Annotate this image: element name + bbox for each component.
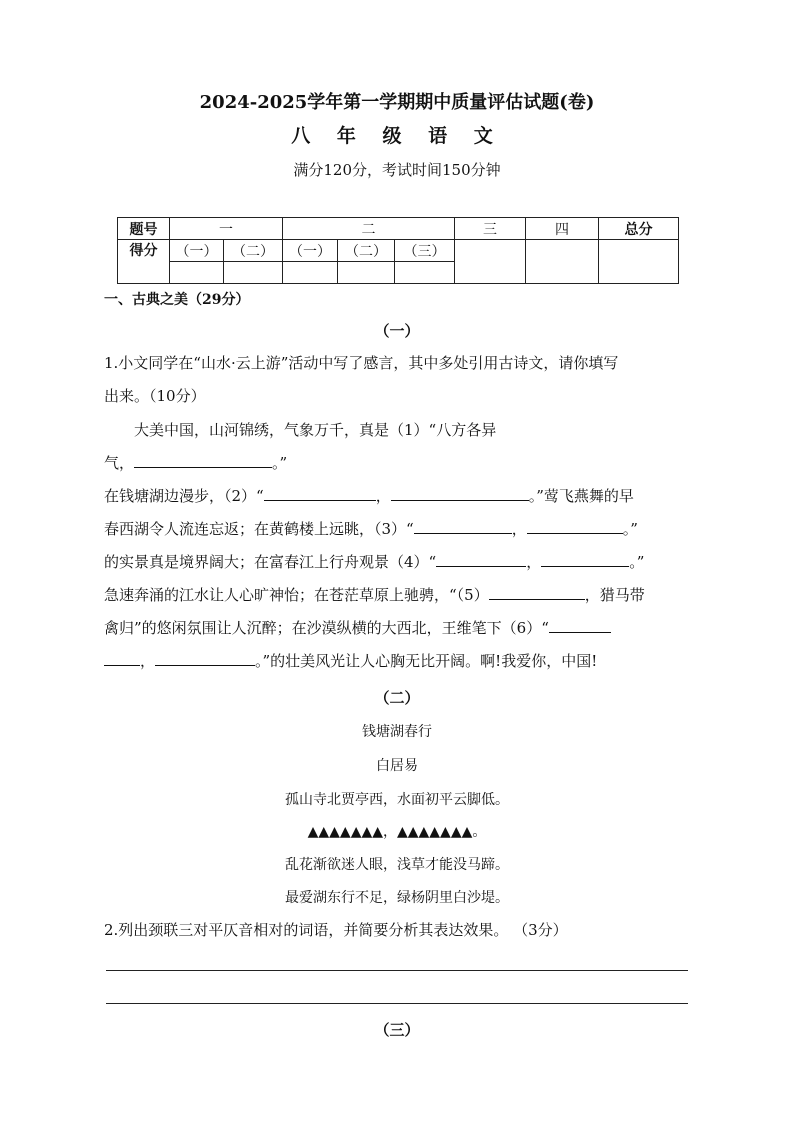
exam-title: 2024-2025学年第一学期期中质量评估试题(卷) — [199, 92, 595, 113]
poem-title: 钱塘湖春行 — [362, 724, 432, 740]
passage-text: 急速奔涌的江水让人心旷神怡；在苍茫草原上驰骋，“（5） — [104, 586, 489, 604]
poem-line-2: ▲▲▲▲▲▲▲，▲▲▲▲▲▲▲。 — [307, 824, 487, 840]
passage-text: ， — [511, 520, 527, 538]
answer-blank-5[interactable] — [489, 584, 585, 600]
score-cell-sub-2-2: （二） — [338, 240, 395, 262]
score-table — [117, 217, 679, 284]
answer-blank-2a[interactable] — [264, 485, 376, 501]
answer-blank-3b[interactable] — [527, 518, 623, 534]
passage-line — [104, 612, 694, 645]
passage-line — [104, 447, 694, 480]
score-cell-sub-1-1: （一） — [170, 240, 224, 262]
score-table-sub-row — [118, 240, 679, 262]
passage-line — [104, 513, 694, 546]
answer-blank-6a[interactable] — [549, 617, 611, 633]
score-cell-sub-2-3: （三） — [395, 240, 455, 262]
answer-blank-4b[interactable] — [541, 551, 629, 567]
passage-line — [104, 546, 694, 579]
part-heading-1: （一） — [374, 322, 420, 340]
poem-line-1: 孤山寺北贾亭西，水面初平云脚低。 — [285, 792, 509, 808]
score-entry — [283, 262, 338, 284]
question-1-prompt — [104, 347, 694, 413]
answer-line-2[interactable] — [106, 1003, 688, 1004]
answer-blank-6a-cont[interactable] — [104, 650, 140, 666]
exam-meta: 满分120分，考试时间150分钟 — [293, 161, 501, 179]
passage-line: 大美中国，山河锦绣，气象万千，真是（1）“八方各异 — [134, 421, 497, 439]
score-entry — [224, 262, 283, 284]
passage-text: 禽归”的悠闲氛围让人沉醉；在沙漠纵横的大西北，王维笔下（6）“ — [104, 619, 549, 637]
passage-text: 。” — [272, 454, 288, 472]
score-cell-part2: 二 — [283, 218, 455, 240]
answer-line-1[interactable] — [106, 970, 688, 971]
passage-text: 在钱塘湖边漫步，（2）“ — [104, 487, 264, 505]
answer-blank-6b[interactable] — [155, 650, 255, 666]
score-entry-part4 — [526, 240, 599, 284]
passage — [104, 414, 694, 678]
passage-text: 。” — [629, 553, 645, 571]
question-1-line-2: 出来。（10分） — [104, 387, 206, 405]
passage-text: ， — [526, 553, 542, 571]
score-cell-defen: 得分 — [118, 240, 170, 284]
answer-blank-1[interactable] — [134, 452, 272, 468]
poem-line-3: 乱花渐欲迷人眼，浅草才能没马蹄。 — [285, 857, 509, 873]
question-1-line-1: 1.小文同学在“山水·云上游”活动中写了感言，其中多处引用古诗文，请你填写 — [104, 354, 619, 372]
passage-line — [104, 645, 694, 678]
score-cell-sub-2-1: （一） — [283, 240, 338, 262]
score-cell-part3: 三 — [455, 218, 526, 240]
score-entry — [170, 262, 224, 284]
passage-text: 。” — [622, 520, 638, 538]
score-entry-part3 — [455, 240, 526, 284]
part-heading-3: （三） — [374, 1021, 420, 1039]
score-entry-total — [599, 240, 679, 284]
passage-text: 。”的壮美风光让人心胸无比开阔。啊!我爱你，中国! — [255, 652, 598, 670]
score-entry — [338, 262, 395, 284]
section-heading: 一、古典之美（29分） — [104, 292, 250, 308]
answer-blank-3a[interactable] — [414, 518, 512, 534]
exam-subject: 八 年 级 语 文 — [291, 125, 503, 147]
passage-text: 气， — [104, 454, 135, 472]
part-heading-2: （二） — [374, 689, 420, 707]
passage-text: 春西湖令人流连忘返；在黄鹤楼上远眺，（3）“ — [104, 520, 414, 538]
answer-blank-2b[interactable] — [391, 485, 529, 501]
passage-text: ，猎马带 — [584, 586, 645, 604]
passage-text: ， — [375, 487, 391, 505]
poem-author: 白居易 — [376, 758, 418, 774]
passage-text: 的实景真是境界阔大；在富春江上行舟观景（4）“ — [104, 553, 437, 571]
question-2-prompt: 2.列出颈联三对平仄音相对的词语，并简要分析其表达效果。 （3分） — [104, 921, 568, 939]
passage-text: ， — [140, 652, 156, 670]
score-table-header-row — [118, 218, 679, 240]
score-cell-part1: 一 — [170, 218, 283, 240]
passage-line — [104, 579, 694, 612]
score-cell-sub-1-2: （二） — [224, 240, 283, 262]
score-entry — [395, 262, 455, 284]
score-cell-part4: 四 — [526, 218, 599, 240]
passage-text: 。”莺飞燕舞的早 — [528, 487, 634, 505]
poem-line-4: 最爱湖东行不足，绿杨阴里白沙堤。 — [285, 890, 509, 906]
score-cell-total: 总分 — [599, 218, 679, 240]
answer-blank-4a[interactable] — [436, 551, 526, 567]
passage-line — [104, 480, 694, 513]
score-cell-tihao: 题号 — [118, 218, 170, 240]
